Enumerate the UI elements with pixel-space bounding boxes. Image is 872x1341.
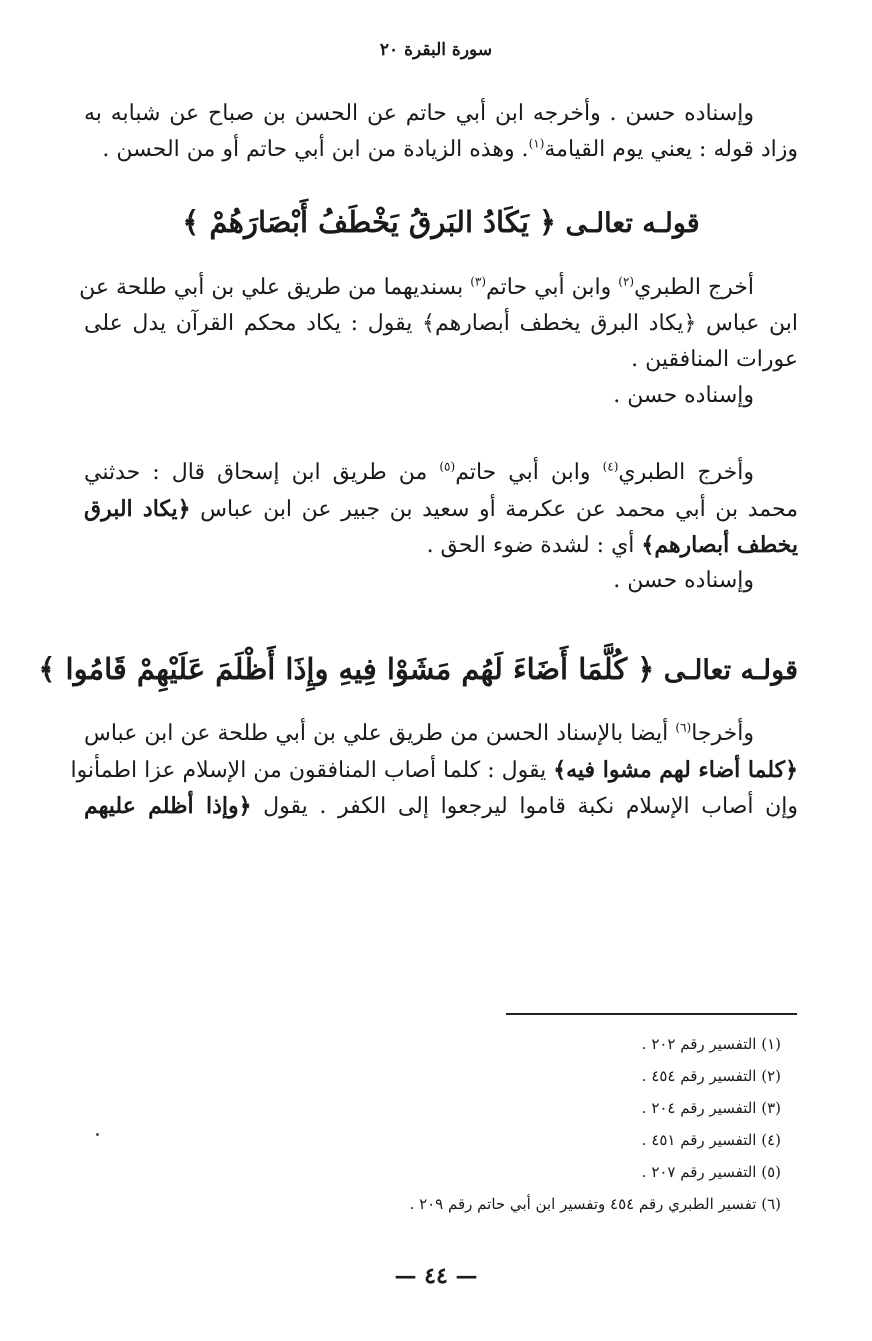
text-line (84, 491, 798, 527)
text-line: وإسناده حسن . وأخرجه ابن أبي حاتم عن الحسن بن صباح عن شبابه به (84, 101, 754, 126)
text-line: عورات المنافقين . (631, 347, 798, 372)
footnote-item: (٦) تفسير الطبري رقم ٤٥٤ وتفسير ابن أبي حاتم رقم ٢٠٩ . (409, 1195, 781, 1213)
text-line (84, 716, 798, 752)
text-run: وزاد قوله : يعني يوم القيامة (544, 137, 798, 162)
text-run: أخرج الطبري (634, 275, 754, 300)
footnote-ref-2: (٢) (618, 274, 635, 289)
text-run: وابن أبي حاتم (455, 460, 603, 485)
text-run: وأخرج الطبري (618, 460, 755, 485)
footnote-item: (١) التفسير رقم ٢٠٢ . (641, 1035, 781, 1053)
text-line: ابن عباس ﴿يكاد البرق يخطف أبصارهم﴾ يقول : يكاد محكم القرآن يدل على (84, 311, 798, 336)
verse-heading-1 (84, 205, 798, 239)
quoted-verse: ﴿يكاد البرق (84, 496, 191, 522)
text-line (84, 527, 798, 563)
footnote-ref-4: (٤) (602, 459, 619, 474)
text-line: وإسناده حسن . (613, 568, 754, 593)
footnote-ref-1: (١) (528, 136, 545, 151)
heading-prefix: قولـه تعالـى (663, 655, 798, 686)
footnotes (84, 1028, 781, 1220)
footnote-item: (٥) التفسير رقم ٢٠٧ . (641, 1163, 781, 1181)
footnote-divider (506, 1013, 797, 1015)
footnote-item: (٣) التفسير رقم ٢٠٤ . (641, 1099, 781, 1117)
text-run: وإن أصاب الإسلام نكبة قاموا ليرجعوا إلى الكفر . يقول (251, 794, 798, 819)
text-run: . وهذه الزيادة من ابن أبي حاتم أو من الحسن . (102, 137, 529, 162)
text-line (70, 752, 798, 788)
quoted-verse: ﴿وإذا أظلم عليهم (84, 793, 252, 819)
page-number: — ٤٤ — (394, 1263, 478, 1289)
verse-heading-2 (38, 652, 798, 686)
scan-speck (96, 1133, 99, 1136)
heading-verse: ﴿ يَكَادُ البَرقُ يَخْطَفُ أَبْصَارَهُمْ ﴾ (182, 205, 557, 239)
text-line (84, 788, 798, 824)
text-run: من طريق ابن إسحاق قال : حدثني (84, 460, 440, 485)
text-line (84, 455, 798, 491)
quoted-verse: يخطف أبصارهم﴾ (641, 532, 798, 558)
paragraph-4 (70, 716, 798, 824)
text-run: أيضا بالإسناد الحسن من طريق علي بن أبي طلحة عن ابن عباس (84, 721, 676, 746)
paragraph-2 (79, 270, 798, 414)
text-line (84, 132, 798, 168)
running-header: سورة البقرة ٢٠ (379, 40, 493, 60)
text-run: أي : لشدة ضوء الحق . (426, 533, 642, 558)
footnote-ref-5: (٥) (439, 459, 456, 474)
footnote-item: (٤) التفسير رقم ٤٥١ . (641, 1131, 781, 1149)
quoted-verse: ﴿كلما أضاء لهم مشوا فيه﴾ (553, 757, 798, 783)
paragraph-3 (84, 455, 798, 599)
text-line: وإسناده حسن . (613, 383, 754, 408)
heading-prefix: قولـه تعالـى (565, 208, 700, 239)
footnote-item: (٢) التفسير رقم ٤٥٤ . (641, 1067, 781, 1085)
heading-verse: ﴿ كُلَّمَا أَضَاءَ لَهُم مَشَوْا فِيهِ وإِذَا أَظْلَمَ عَلَيْهِمْ قَامُوا ﴾ (38, 652, 655, 686)
text-run: بسنديهما من طريق علي بن أبي طلحة عن (79, 275, 471, 300)
text-run: يقول : كلما أصاب المنافقون من الإسلام عزا اطمأنوا (70, 758, 554, 783)
text-run: وابن أبي حاتم (486, 275, 619, 300)
footnote-ref-3: (٣) (470, 274, 487, 289)
paragraph-1 (84, 96, 798, 168)
text-run: وأخرجا (691, 721, 754, 746)
footnote-ref-6: (٦) (675, 720, 692, 735)
text-run: محمد بن أبي محمد عن عكرمة أو سعيد بن جبير عن ابن عباس (190, 497, 799, 522)
text-line (79, 270, 798, 306)
